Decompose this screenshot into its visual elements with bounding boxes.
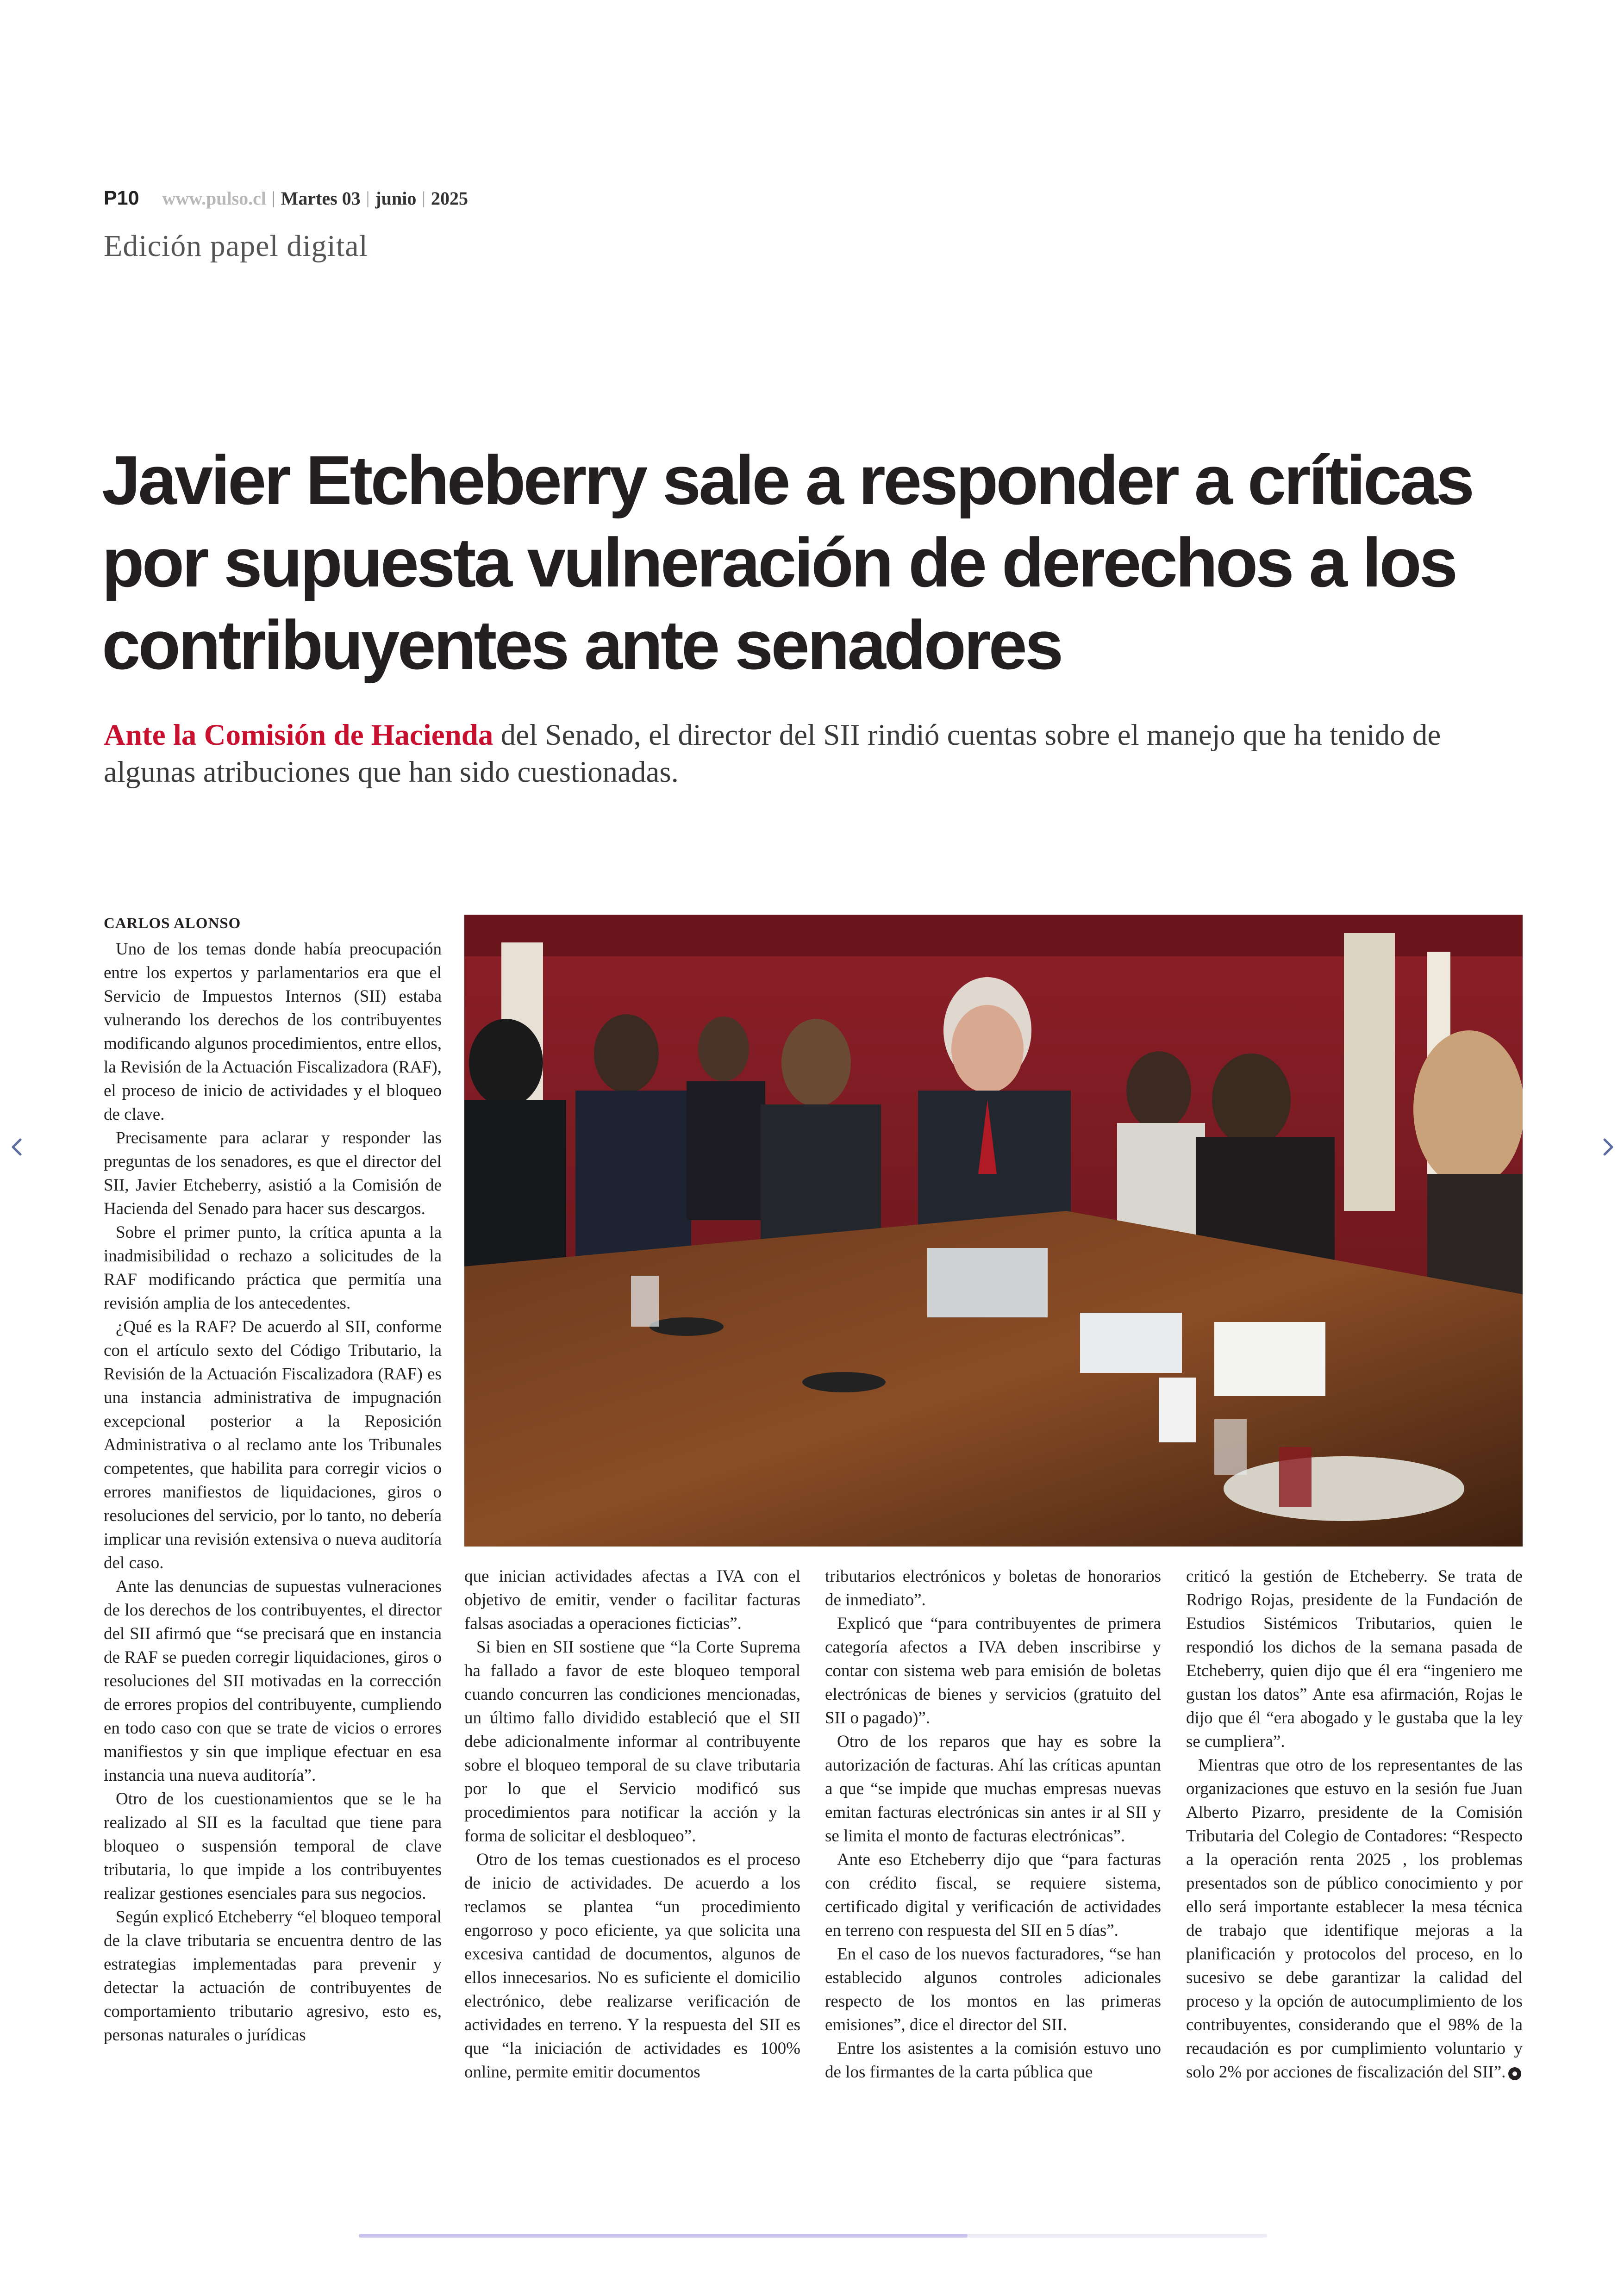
article-column-2 [464, 1565, 800, 2084]
separator: | [422, 188, 425, 208]
next-page-button[interactable] [1593, 1133, 1621, 1161]
date-year: 2025 [431, 187, 468, 209]
page-number: P10 [104, 187, 139, 209]
edition-label: Edición papel digital [104, 229, 368, 263]
previous-page-button[interactable] [4, 1133, 31, 1161]
paragraph: Ante las denuncias de supuestas vulneraciones de los derechos de los contribuyentes, el director del SII afirmó que “se precisará que en instancia de RAF se pueden corregir liquidaciones, giros o resoluciones del SII motivadas en la corrección de errores propios del contribuyente, cumpliendo en todo caso con que se trate de vicios o errores manifiestos y sin que implique efectuar en esa instancia una nueva auditoría”. [104, 1577, 442, 1785]
paragraph: Explicó que “para contribuyentes de primera categoría afectos a IVA deben inscribirse y contar con sistema web para emisión de boletas electrónicas de bienes y servicios (gratuito del SII o pagado)”. [825, 1614, 1161, 1727]
paragraph: Sobre el primer punto, la crítica apunta a la inadmisibilidad o rechazo a solicitudes de la RAF modificando práctica que permitía una revisión amplia de los antecedentes. [104, 1223, 442, 1313]
deck-lead: Ante la Comisión de Hacienda [104, 718, 493, 752]
paragraph: que inician actividades afectas a IVA con el objetivo de emitir, vender o facilitar facturas falsas asociadas a operaciones ficticias”. [464, 1567, 800, 1633]
separator: | [272, 188, 275, 208]
headline [102, 439, 1537, 686]
chevron-right-icon [1593, 1133, 1621, 1161]
senate-commission-photo [464, 915, 1523, 1547]
deck [104, 717, 1511, 791]
article-photo [464, 915, 1523, 1547]
article-column-3 [825, 1565, 1161, 2084]
paragraph: Uno de los temas donde había preocupación entre los expertos y parlamentarios era que el Servicio de Impuestos Internos (SII) estaba vulnerando los derechos de los contribuyentes modificando algunos procedimientos, entre ellos, la Revisión de la Actuación Fiscalizadora (RAF), el proceso de inicio de actividades y el bloqueo de clave. [104, 940, 442, 1124]
article-column-4 [1186, 1565, 1523, 2084]
deck-text: del Senado, el director del SII rindió cuentas sobre el manejo que ha tenido de algunas atribuciones que han sido cuestionadas. [104, 718, 1441, 789]
paragraph: tributarios electrónicos y boletas de honorarios de inmediato”. [825, 1567, 1161, 1609]
article-column-1 [104, 912, 442, 2047]
headline-line: Javier Etcheberry sale a responder a críticas [102, 441, 1473, 519]
headline-line: por supuesta vulneración de derechos a los [102, 524, 1456, 601]
masthead [104, 184, 468, 212]
paragraph: Entre los asistentes a la comisión estuvo uno de los firmantes de la carta pública que [825, 2039, 1161, 2082]
paragraph: criticó la gestión de Etcheberry. Se trata de Rodrigo Rojas, presidente de la Fundación de Estudios Sistémicos Tributarios, quien le respondió los dichos de la semana pasada de Etcheberry, quien dijo que él era “ingeniero me gustan los datos” Ante esa afirmación, Rojas le dijo que él “era abogado y le gustaba que la ley se cumpliera”. [1186, 1567, 1523, 1751]
paragraph: Precisamente para aclarar y responder las preguntas de los senadores, es que el director del SII, Javier Etcheberry, asistió a la Comisión de Hacienda del Senado para hacer sus descargos. [104, 1129, 442, 1218]
site-url: www.pulso.cl [162, 187, 267, 209]
page-scrollbar[interactable] [359, 2234, 1267, 2238]
scrollbar-thumb[interactable] [359, 2234, 968, 2238]
paragraph-text: Mientras que otro de los representantes de las organizaciones que estuvo en la sesión fue Juan Alberto Pizarro, presidente de la Comisión Tributaria del Colegio de Contadores: “Respecto a la operación renta 2025 , los problemas presentados son de público conocimiento y por ello será importante establecer la mesa técnica de trabajo que identifique mejoras a la planificación y protocolos del proceso, en lo sucesivo se debe garantizar la calidad del proceso y la opción de autocumplimiento de los contribuyentes, considerando que el 98% de la recaudación es por cumplimiento voluntario y solo 2% por acciones de fiscalización del SII”. [1186, 1756, 1523, 2082]
paragraph: ¿Qué es la RAF? De acuerdo al SII, conforme con el artículo sexto del Código Tributario, la Revisión de la Actuación Fiscalizadora (RAF) es una instancia administrativa de impugnación excepcional posterior a la Reposición Administrativa o al reclamo ante los Tribunales competentes, que habilita para corregir vicios o errores manifiestos de liquidaciones, giros o resoluciones del servicio, por lo tanto, no debería implicar una revisión extensiva o nueva auditoría del caso. [104, 1317, 442, 1572]
end-mark-icon [1508, 2067, 1521, 2080]
date-month: junio [375, 187, 417, 209]
paragraph: Si bien en SII sostiene que “la Corte Suprema ha fallado a favor de este bloqueo temporal cuando concurren las condiciones mencionadas, un último fallo dividido estableció que el SII debe adicionalmente informar al contribuyente sobre el bloqueo temporal de su clave tributaria por lo que el Servicio modificó sus procedimientos para notificar la acción y la forma de solicitar el desbloqueo”. [464, 1638, 800, 1846]
paragraph: Ante eso Etcheberry dijo que “para facturas con crédito fiscal, se requiere sistema, certificado digital y verificación de actividades en terreno con respuesta del SII en 5 días”. [825, 1850, 1161, 1940]
paragraph: Otro de los cuestionamientos que se le ha realizado al SII es la facultad que tiene para bloqueo o suspensión temporal de clave tributaria, lo que impide a los contribuyentes realizar gestiones esenciales para sus negocios. [104, 1790, 442, 1903]
paragraph: En el caso de los nuevos facturadores, “se han establecido algunos controles adicionales respecto de los montos en las primeras emisiones”, dice el director del SII. [825, 1945, 1161, 2034]
headline-line: contribuyentes ante senadores [102, 606, 1062, 684]
paragraph: Otro de los temas cuestionados es el proceso de inicio de actividades. De acuerdo a los reclamos se plantea “un procedimiento engorroso y poco eficiente, ya que solicita una excesiva cantidad de documentos, algunos de ellos innecesarios. No es suficiente el domicilio electrónico, debe realizarse verificación de actividades en terreno. Y la respuesta del SII es que “la iniciación de actividades es 100% online, permite emitir documentos [464, 1850, 800, 2082]
separator: | [366, 188, 370, 208]
date-weekday: Martes 03 [281, 187, 361, 209]
paragraph [1186, 1753, 1523, 2084]
paragraph: Según explicó Etcheberry “el bloqueo temporal de la clave tributaria se encuentra dentro de las estrategias implementadas para prevenir y detectar la actuación de contribuyentes de comportamiento tributario agresivo, esto es, personas naturales o jurídicas [104, 1908, 442, 2045]
byline: CARLOS ALONSO [104, 915, 241, 932]
paragraph: Otro de los reparos que hay es sobre la autorización de facturas. Ahí las críticas apuntan a que “se impide que muchas empresas nuevas emitan facturas electrónicas sin antes ir al SII y se limita el monto de facturas electrónicas”. [825, 1732, 1161, 1846]
chevron-left-icon [4, 1133, 31, 1161]
